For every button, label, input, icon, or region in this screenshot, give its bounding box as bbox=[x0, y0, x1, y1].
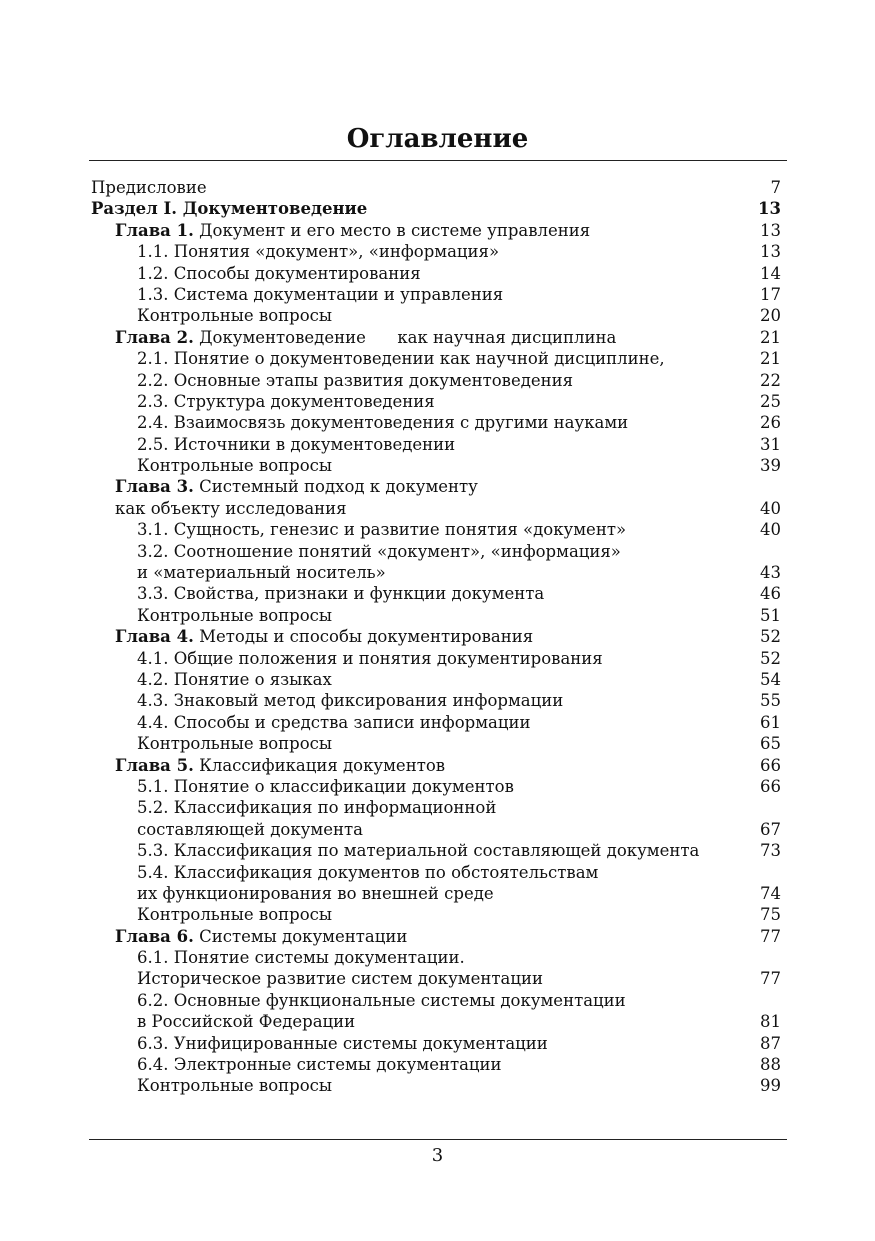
toc-entry-text: Историческое развитие систем документации bbox=[137, 969, 543, 989]
toc-page-number: 99 bbox=[760, 1076, 781, 1096]
toc-entry[interactable] bbox=[89, 370, 781, 391]
toc-entry-text: 6.2. Основные функциональные системы документации bbox=[137, 990, 626, 1010]
toc-page-number: 55 bbox=[760, 691, 781, 711]
toc-page-number: 67 bbox=[760, 819, 781, 839]
toc-entry[interactable] bbox=[89, 305, 781, 326]
toc-entry-text: 5.2. Классификация по информационной bbox=[137, 798, 497, 818]
toc-page-number: 7 bbox=[770, 178, 781, 197]
toc-page-number: 75 bbox=[760, 905, 781, 925]
toc-entry-text: 4.4. Способы и средства записи информации bbox=[137, 712, 531, 732]
toc-page-number: 22 bbox=[760, 370, 781, 390]
toc-entry[interactable] bbox=[89, 776, 781, 797]
toc-entry[interactable] bbox=[89, 284, 781, 305]
toc-chapter-label: Глава 6. bbox=[115, 926, 194, 946]
toc-page-number: 26 bbox=[760, 413, 781, 433]
toc-entry-text: 5.3. Классификация по материальной составляющей документа bbox=[137, 841, 700, 861]
toc-entry-text: 4.3. Знаковый метод фиксирования информации bbox=[137, 691, 564, 711]
toc-entry-text: 1.1. Понятия «документ», «информация» bbox=[137, 242, 500, 262]
toc-entry[interactable] bbox=[89, 583, 781, 604]
toc-entry[interactable] bbox=[89, 926, 781, 947]
toc-page-number: 74 bbox=[760, 883, 781, 903]
page-number: 3 bbox=[431, 1145, 444, 1166]
toc-page-number: 21 bbox=[760, 349, 781, 369]
toc-entry[interactable] bbox=[89, 690, 781, 711]
toc-page-number: 21 bbox=[760, 327, 781, 347]
toc-entry[interactable] bbox=[89, 327, 781, 348]
toc-entry-text: Системы документации bbox=[199, 926, 408, 946]
toc-entry[interactable] bbox=[89, 1054, 781, 1075]
toc-page-number: 13 bbox=[760, 242, 781, 262]
top-divider bbox=[89, 160, 787, 161]
toc-page-number: 20 bbox=[760, 306, 781, 326]
toc-page-number: 77 bbox=[760, 926, 781, 946]
toc-entry[interactable] bbox=[89, 263, 781, 284]
toc-entry-text: 3.2. Соотношение понятий «документ», «информация» bbox=[137, 541, 621, 561]
toc-entry-text: в Российской Федерации bbox=[137, 1012, 356, 1032]
toc-entry[interactable] bbox=[89, 990, 781, 1011]
toc-entry-text: Документоведение как научная дисциплина bbox=[199, 327, 617, 347]
toc-entry-text: Контрольные вопросы bbox=[137, 905, 333, 925]
toc-entry-text: 5.1. Понятие о классификации документов bbox=[137, 776, 514, 796]
toc-entry[interactable] bbox=[89, 626, 781, 647]
toc-entry-text: 2.1. Понятие о документоведении как научной дисциплине, bbox=[137, 349, 665, 369]
toc-page-number: 66 bbox=[760, 776, 781, 796]
toc-chapter-label: Глава 3. bbox=[115, 477, 194, 497]
toc-page-number: 66 bbox=[760, 755, 781, 775]
toc-entry-text: 4.2. Понятие о языках bbox=[137, 669, 332, 689]
toc-page-number: 40 bbox=[760, 498, 781, 518]
toc-entry[interactable] bbox=[89, 819, 781, 840]
toc-entry-text: 6.3. Унифицированные системы документации bbox=[137, 1033, 548, 1053]
toc-page-number: 25 bbox=[760, 391, 781, 411]
toc-entry-text: Классификация документов bbox=[199, 755, 446, 775]
toc-entry[interactable] bbox=[89, 947, 781, 968]
toc-page-number: 40 bbox=[760, 520, 781, 540]
toc-entry[interactable] bbox=[89, 241, 781, 262]
toc-entry[interactable] bbox=[89, 840, 781, 861]
toc-entry[interactable] bbox=[89, 733, 781, 754]
toc-page-number: 13 bbox=[760, 220, 781, 240]
toc-page-number: 61 bbox=[760, 712, 781, 732]
toc-entry-text: 6.4. Электронные системы документации bbox=[137, 1055, 502, 1075]
toc-page-number: 39 bbox=[760, 456, 781, 476]
toc-entry-text: Методы и способы документирования bbox=[199, 627, 534, 647]
toc-entry[interactable] bbox=[89, 1011, 781, 1032]
toc-chapter-label: Глава 5. bbox=[115, 755, 194, 775]
toc-entry[interactable] bbox=[89, 412, 781, 433]
toc-entry[interactable] bbox=[89, 755, 781, 776]
toc-entry[interactable] bbox=[89, 648, 781, 669]
toc-entry-text: Контрольные вопросы bbox=[137, 306, 333, 326]
toc-entry-text: их функционирования во внешней среде bbox=[137, 883, 494, 903]
toc-entry[interactable] bbox=[89, 669, 781, 690]
toc-entry-text: Документ и его место в системе управления bbox=[199, 220, 591, 240]
toc-entry[interactable] bbox=[89, 797, 781, 818]
toc-entry[interactable] bbox=[89, 712, 781, 733]
page-title: Оглавление bbox=[346, 124, 529, 154]
toc-page-number: 87 bbox=[760, 1033, 781, 1053]
toc-entry[interactable] bbox=[89, 198, 781, 219]
toc-page-number: 52 bbox=[760, 648, 781, 668]
toc-page-number: 52 bbox=[760, 627, 781, 647]
toc-entry-text: составляющей документа bbox=[137, 819, 363, 839]
toc-entry-text: Предисловие bbox=[91, 178, 207, 197]
bottom-divider bbox=[89, 1139, 787, 1140]
toc-entry-text: 1.3. Система документации и управления bbox=[137, 284, 504, 304]
toc-entry-text: 3.3. Свойства, признаки и функции документа bbox=[137, 584, 545, 604]
toc-entry-text: Контрольные вопросы bbox=[137, 605, 333, 625]
toc-page-number: 17 bbox=[760, 284, 781, 304]
toc-entry-text: Системный подход к документу bbox=[199, 477, 478, 497]
toc-page-number: 88 bbox=[760, 1055, 781, 1075]
toc-entry[interactable] bbox=[89, 177, 781, 198]
toc-entry-text: 2.5. Источники в документоведении bbox=[137, 434, 456, 454]
toc-entry-text: Контрольные вопросы bbox=[137, 1076, 333, 1096]
toc-page-number: 73 bbox=[760, 841, 781, 861]
toc-entry-text: 6.1. Понятие системы документации. bbox=[137, 948, 465, 968]
toc-entry-text: 4.1. Общие положения и понятия документирования bbox=[137, 648, 603, 668]
toc-entry-text: 2.3. Структура документоведения bbox=[137, 391, 435, 411]
toc-page-number: 46 bbox=[760, 584, 781, 604]
toc-page-number: 31 bbox=[760, 434, 781, 454]
table-of-contents bbox=[89, 177, 781, 1097]
toc-page-number: 81 bbox=[760, 1012, 781, 1032]
toc-page-number: 13 bbox=[758, 199, 781, 219]
toc-entry-text: Контрольные вопросы bbox=[137, 734, 333, 754]
toc-entry-text: 2.2. Основные этапы развития документоведения bbox=[137, 370, 574, 390]
toc-chapter-label: Глава 4. bbox=[115, 627, 194, 647]
toc-entry[interactable] bbox=[89, 476, 781, 497]
toc-page-number: 14 bbox=[760, 263, 781, 283]
toc-entry[interactable] bbox=[89, 968, 781, 989]
toc-entry[interactable] bbox=[89, 455, 781, 476]
toc-entry-text: 2.4. Взаимосвязь документоведения с другими науками bbox=[137, 413, 629, 433]
toc-entry[interactable] bbox=[89, 605, 781, 626]
toc-entry[interactable] bbox=[89, 220, 781, 241]
toc-entry[interactable] bbox=[89, 1033, 781, 1054]
toc-entry-text: Контрольные вопросы bbox=[137, 456, 333, 476]
toc-entry[interactable] bbox=[89, 519, 781, 540]
toc-entry[interactable] bbox=[89, 862, 781, 883]
toc-entry[interactable] bbox=[89, 541, 781, 562]
toc-entry-text: 3.1. Сущность, генезис и развитие понятия «документ» bbox=[137, 520, 627, 540]
toc-entry-text: 5.4. Классификация документов по обстоятельствам bbox=[137, 862, 599, 882]
toc-page-number: 65 bbox=[760, 734, 781, 754]
toc-entry[interactable] bbox=[89, 434, 781, 455]
toc-page-number: 43 bbox=[760, 563, 781, 583]
toc-page-number: 77 bbox=[760, 969, 781, 989]
toc-entry[interactable] bbox=[89, 562, 781, 583]
toc-entry-text: 1.2. Способы документирования bbox=[137, 263, 421, 283]
toc-chapter-label: Глава 2. bbox=[115, 327, 194, 347]
toc-entry-text: и «материальный носитель» bbox=[137, 563, 386, 583]
toc-entry[interactable] bbox=[89, 1075, 781, 1096]
toc-entry[interactable] bbox=[89, 391, 781, 412]
toc-entry[interactable] bbox=[89, 883, 781, 904]
toc-page-number: 51 bbox=[760, 605, 781, 625]
toc-entry[interactable] bbox=[89, 348, 781, 369]
toc-entry-text: Раздел I. Документоведение bbox=[91, 199, 368, 219]
toc-entry-text: как объекту исследования bbox=[115, 498, 347, 518]
toc-page-number: 54 bbox=[760, 669, 781, 689]
toc-entry[interactable] bbox=[89, 904, 781, 925]
toc-chapter-label: Глава 1. bbox=[115, 220, 194, 240]
toc-entry[interactable] bbox=[89, 498, 781, 519]
